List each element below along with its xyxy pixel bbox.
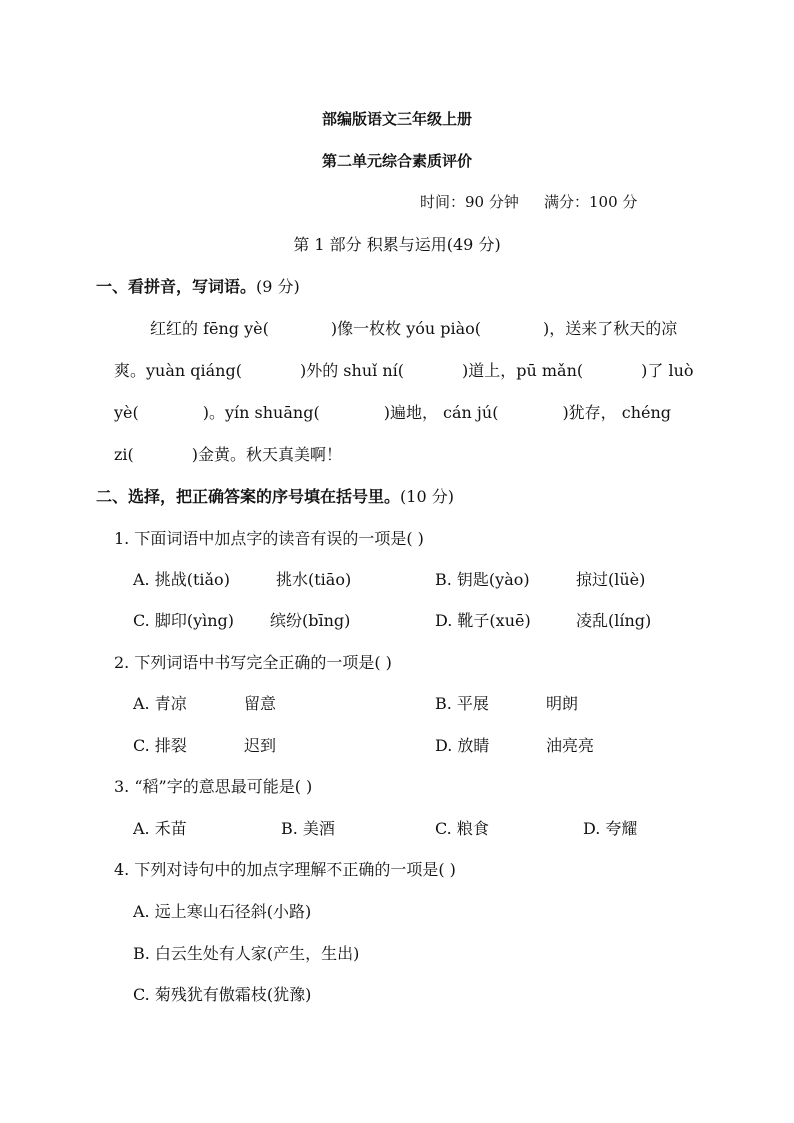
q1-option-b[interactable] <box>435 567 530 590</box>
question-4-stem: 4. 下列对诗句中的加点字理解不正确的一项是( ) <box>114 860 456 879</box>
time-label: 时间：90 分钟 <box>420 193 519 211</box>
score-label: 满分：100 分 <box>544 193 638 211</box>
line1-seg3: )，送来了秋天的凉 <box>543 319 678 338</box>
q3-option-d[interactable]: D. 夸耀 <box>583 819 638 838</box>
q1-option-b-word1: B. 钥匙(yào) <box>435 570 530 589</box>
q1-option-b-word2: 掠过(lüè) <box>576 570 646 589</box>
section1-heading <box>96 274 300 297</box>
q3-option-c[interactable]: C. 粮食 <box>435 819 489 838</box>
q4-option-a[interactable]: A. 远上寒山石径斜(小路) <box>133 902 312 921</box>
q2-option-c-word1: C. 排裂 <box>133 736 187 755</box>
question-3-stem: 3. “稻”字的意思最可能是( ) <box>114 777 313 796</box>
q1-option-c-2 <box>270 608 350 631</box>
q1-option-c-word2: 缤纷(bīng) <box>270 611 351 630</box>
section1-line-2 <box>114 358 694 381</box>
document-subtitle: 第二单元综合素质评价 <box>321 152 472 170</box>
line3-seg3: )遍地， cán jú( <box>383 403 499 422</box>
q2-option-b-word1: B. 平展 <box>435 694 489 713</box>
q2-option-c-word2: 迟到 <box>244 736 277 755</box>
q3-option-b[interactable]: B. 美酒 <box>281 819 335 838</box>
q1-option-c-word1: C. 脚印(yìng) <box>133 611 235 630</box>
section1-line-3 <box>114 400 671 423</box>
q2-option-a-word2: 留意 <box>244 694 277 713</box>
line3-seg2: )。yín shuāng( <box>202 403 320 422</box>
section2-heading <box>96 484 454 507</box>
q2-option-d-2 <box>546 733 594 756</box>
line3-seg1: yè( <box>114 403 139 422</box>
line2-seg3: )道上，pū mǎn( <box>462 361 584 380</box>
q2-option-a-2 <box>244 691 276 714</box>
line2-seg2: )外的 shuǐ ní( <box>299 361 404 380</box>
line2-seg4: )了 luò <box>641 361 694 380</box>
line4-seg2: )金黄。秋天真美啊！ <box>191 445 343 464</box>
q2-option-d-word1: D. 放睛 <box>435 736 490 755</box>
q2-option-a-word1: A. 青凉 <box>133 694 187 713</box>
section2-points: (10 分) <box>400 487 454 506</box>
q2-option-b-word2: 明朗 <box>546 694 579 713</box>
section1-heading-text: 一、看拼音，写词语。 <box>96 277 257 296</box>
line1-seg1: 红红的 fēng yè( <box>150 319 269 338</box>
q2-option-d-word2: 油亮亮 <box>546 736 595 755</box>
part1-title: 第 1 部分 积累与运用(49 分) <box>293 235 501 254</box>
document-title: 部编版语文三年级上册 <box>321 110 472 128</box>
q2-option-c[interactable] <box>133 733 187 756</box>
q1-option-b-2 <box>576 567 645 590</box>
question-1-stem: 1. 下面词语中加点字的读音有误的一项是( ) <box>114 529 424 548</box>
line1-seg2: )像一枚枚 yóu piào( <box>330 319 482 338</box>
section1-points: (9 分) <box>256 277 300 296</box>
q1-option-a-2 <box>276 567 351 590</box>
q2-option-b[interactable] <box>435 691 489 714</box>
line3-seg4: )犹存， chéng <box>562 403 672 422</box>
q1-option-a[interactable] <box>133 567 230 590</box>
q3-option-a[interactable]: A. 禾苗 <box>133 819 187 838</box>
q2-option-d[interactable] <box>435 733 489 756</box>
section1-line-4 <box>114 442 342 465</box>
q4-option-c[interactable]: C. 菊残犹有傲霜枝(犹豫) <box>133 985 312 1004</box>
q2-option-b-2 <box>546 691 578 714</box>
q1-option-a-word2: 挑水(tiāo) <box>276 570 352 589</box>
line2-seg1: 爽。yuàn qiáng( <box>114 361 242 380</box>
q1-option-d-word2: 凌乱(líng) <box>576 611 652 630</box>
question-2-stem: 2. 下列词语中书写完全正确的一项是( ) <box>114 653 392 672</box>
q2-option-a[interactable] <box>133 691 187 714</box>
q2-option-c-2 <box>244 733 276 756</box>
section1-line-1 <box>150 316 677 339</box>
q4-option-b[interactable]: B. 白云生处有人家(产生，生出) <box>133 944 360 963</box>
q1-option-c[interactable] <box>133 608 234 631</box>
q1-option-d-2 <box>576 608 651 631</box>
q1-option-d-word1: D. 靴子(xuē) <box>435 611 531 630</box>
line4-seg1: zi( <box>114 445 134 464</box>
q1-option-d[interactable] <box>435 608 531 631</box>
q1-option-a-word1: A. 挑战(tiǎo) <box>133 570 230 589</box>
section2-heading-text: 二、选择，把正确答案的序号填在括号里。 <box>96 487 401 506</box>
